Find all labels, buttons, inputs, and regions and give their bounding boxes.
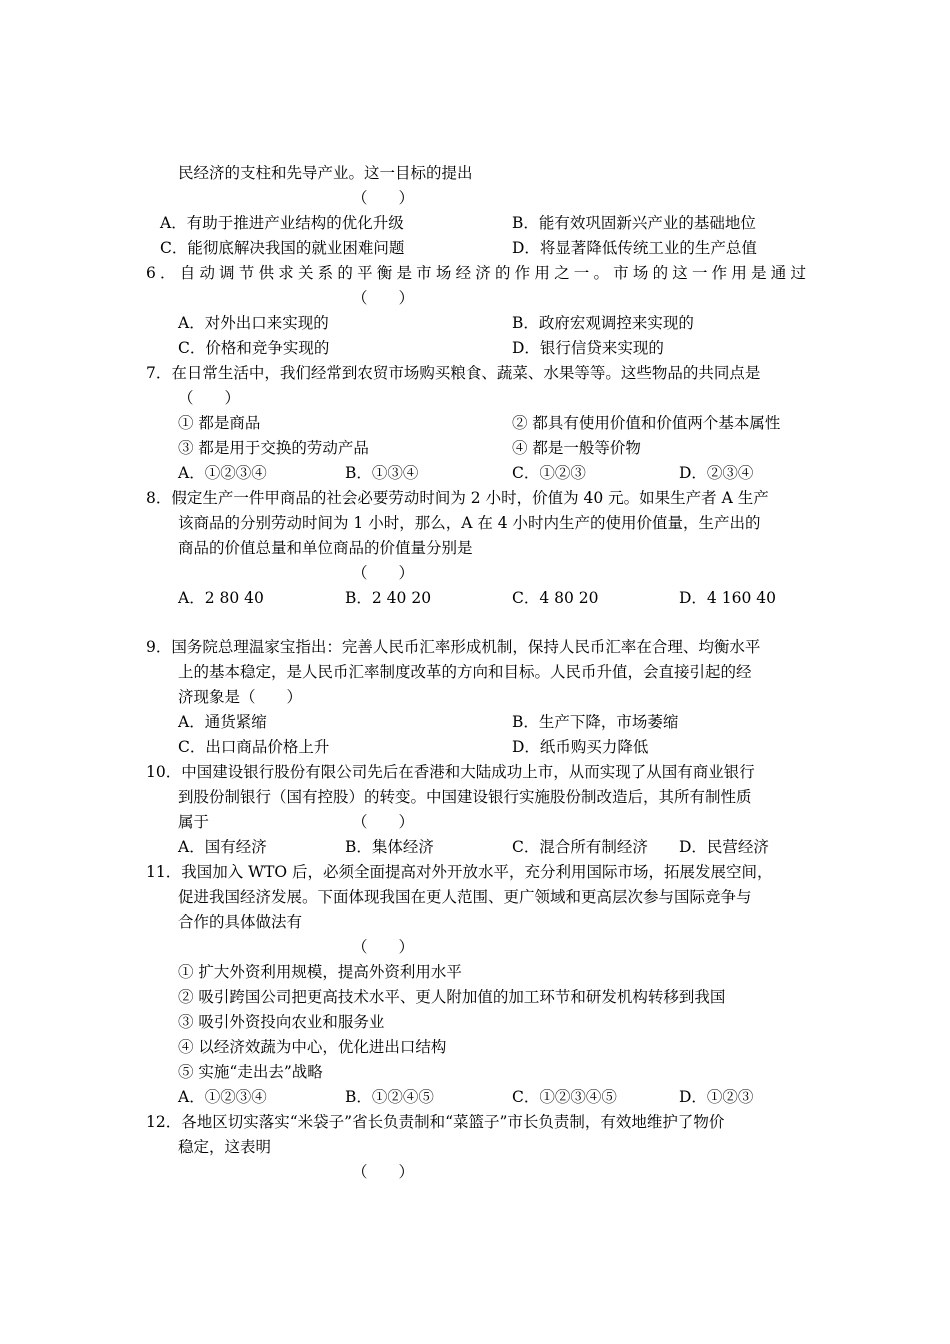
q9-option-b: B．生产下降，市场萎缩 (512, 713, 679, 731)
q7-option-d: D．②③④ (679, 464, 754, 482)
q8-option-c: C．4 80 20 (512, 589, 599, 607)
q7-option-a: A．①②③④ (178, 464, 267, 482)
q12-stem-line-1: 12．各地区切实落实“米袋子”省长负责制和“菜篮子”市长负责制，有效地维护了物价 (146, 1113, 725, 1131)
q7-item-3: ③ 都是用于交换的劳动产品 (178, 439, 369, 457)
q8-stem-line-3: 商品的价值总量和单位商品的价值量分别是 (178, 539, 473, 557)
q9-option-a: A．通货紧缩 (178, 713, 267, 731)
q11-stem-line-1: 11．我国加入 WTO 后，必须全面提高对外开放水平，充分利用国际市场，拓展发展空间， (146, 863, 773, 881)
q9-stem-line-3: 济现象是（ ） (178, 688, 303, 706)
q8-option-b: B．2 40 20 (345, 589, 432, 607)
q11-item-4: ④ 以经济效蔬为中心，优化进出口结构 (178, 1038, 447, 1056)
q6-option-a: A．对外出口来实现的 (178, 314, 329, 332)
q12-stem-line-2: 稳定，这表明 (178, 1138, 272, 1156)
q8-stem-line-1: 8．假定生产一件甲商品的社会必要劳动时间为 2 小时，价值为 40 元。如果生产者 A 生产 (146, 489, 769, 507)
q12-answer-paren: （ ） (352, 1163, 415, 1181)
q11-answer-paren: （ ） (352, 938, 415, 956)
q11-item-5: ⑤ 实施“走出去”战略 (178, 1063, 323, 1081)
q6-option-b: B．政府宏观调控来实现的 (512, 314, 694, 332)
q5-stem-continuation: 民经济的支柱和先导产业。这一目标的提出 (178, 164, 473, 182)
q7-item-4: ④ 都是一般等价物 (512, 439, 641, 457)
q6-stem: 6．自动调节供求关系的平衡是市场经济的作用之一。市场的这一作用是通过 (146, 264, 806, 282)
q10-option-b: B．集体经济 (345, 838, 434, 856)
q6-option-d: D．银行信贷来实现的 (512, 339, 664, 357)
q6-answer-paren: （ ） (352, 289, 415, 307)
q9-option-c: C．出口商品价格上升 (178, 738, 330, 756)
q5-option-c: C．能彻底解决我国的就业困难问题 (160, 239, 405, 257)
q11-option-b: B．①②④⑤ (345, 1088, 434, 1106)
q8-answer-paren: （ ） (352, 564, 415, 582)
q11-option-d: D．①②③ (679, 1088, 754, 1106)
q9-option-d: D．纸币购买力降低 (512, 738, 649, 756)
q10-stem-line-2: 到股份制银行（国有控股）的转变。中国建设银行实施股份制改造后，其所有制性质 (178, 788, 752, 806)
q6-option-c: C．价格和竞争实现的 (178, 339, 330, 357)
q10-option-c: C．混合所有制经济 (512, 838, 648, 856)
q11-stem-line-2: 促进我国经济发展。下面体现我国在更人范围、更广领域和更高层次参与国际竞争与 (178, 888, 752, 906)
q10-option-d: D．民营经济 (679, 838, 769, 856)
q9-stem-line-1: 9．国务院总理温家宝指出：完善人民币汇率形成机制，保持人民币汇率在合理、均衡水平 (146, 638, 761, 656)
q11-option-a: A．①②③④ (178, 1088, 267, 1106)
q10-answer-paren: （ ） (352, 813, 415, 831)
q11-item-3: ③ 吸引外资投向农业和服务业 (178, 1013, 385, 1031)
q7-answer-paren: （ ） (178, 389, 241, 407)
q11-stem-line-3: 合作的具体做法有 (178, 913, 303, 931)
q11-item-2: ② 吸引跨国公司把更高技术水平、更人附加值的加工环节和研发机构转移到我国 (178, 988, 726, 1006)
q7-option-b: B．①③④ (345, 464, 419, 482)
q7-item-1: ① 都是商品 (178, 414, 261, 432)
q10-stem-line-3: 属于 (178, 813, 210, 831)
q10-stem-line-1: 10．中国建设银行股份有限公司先后在香港和大陆成功上市，从而实现了从国有商业银行 (146, 763, 755, 781)
q7-item-2: ② 都具有使用价值和价值两个基本属性 (512, 414, 781, 432)
q7-stem: 7．在日常生活中，我们经常到农贸市场购买粮食、蔬菜、水果等等。这些物品的共同点是 (146, 364, 761, 382)
q8-stem-line-2: 该商品的分别劳动时间为 1 小时，那么，A 在 4 小时内生产的使用价值量，生产出的 (178, 514, 761, 532)
q7-option-c: C．①②③ (512, 464, 586, 482)
q5-option-a: A．有助于推进产业结构的优化升级 (160, 214, 404, 232)
q8-option-a: A．2 80 40 (178, 589, 264, 607)
q5-option-d: D．将显著降低传统工业的生产总值 (512, 239, 757, 257)
q11-item-1: ① 扩大外资利用规模，提高外资利用水平 (178, 963, 462, 981)
q5-option-b: B．能有效巩固新兴产业的基础地位 (512, 214, 756, 232)
q9-stem-line-2: 上的基本稳定，是人民币汇率制度改革的方向和目标。人民币升值，会直接引起的经 (178, 663, 752, 681)
q5-answer-paren: （ ） (352, 189, 415, 207)
q8-option-d: D．4 160 40 (679, 589, 776, 607)
q10-option-a: A．国有经济 (178, 838, 267, 856)
q11-option-c: C．①②③④⑤ (512, 1088, 617, 1106)
